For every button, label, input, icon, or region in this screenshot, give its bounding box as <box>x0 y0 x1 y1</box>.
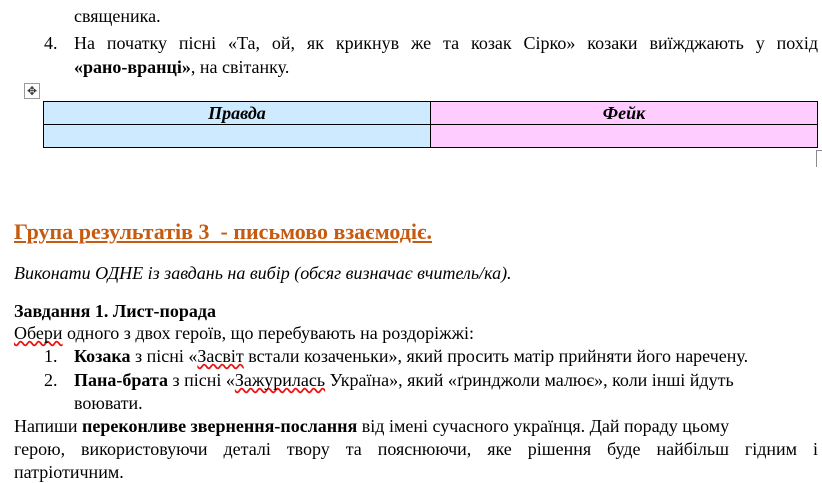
paragraph-line <box>14 415 729 437</box>
task-title: Завдання 1. Лист-порада <box>14 301 216 321</box>
table-row <box>44 125 818 148</box>
cell-pravda[interactable] <box>44 125 431 148</box>
cell-feik[interactable] <box>431 125 818 148</box>
table-move-handle-icon[interactable]: ✥ <box>24 83 40 99</box>
text: Україна», який «ґринджоли малює», коли інші йдуть <box>325 370 734 390</box>
list-item-continuation <box>74 56 289 78</box>
text: одного з двох героїв, що перебувають на роздоріжжі: <box>62 323 475 343</box>
list-item-text <box>74 345 748 367</box>
list-number: 1. <box>44 346 58 366</box>
spell-flagged-word: Обери <box>14 323 63 343</box>
table-resize-handle-icon[interactable] <box>816 150 822 167</box>
task-prompt <box>14 322 474 344</box>
paragraph-line: герою, використовуючи деталі твору та пояснюючи, яке рішення буде найбільш гідним і <box>14 439 818 459</box>
spell-flagged-word: Зажурилась <box>234 370 326 390</box>
bold-phrase: переконливе звернення-послання <box>82 416 358 436</box>
text: з пісні « <box>167 370 235 390</box>
header-feik: Фейк <box>431 102 818 125</box>
instruction-text: Виконати ОДНЕ із завдань на вибір (обсяг визначає вчитель/ка). <box>14 263 512 283</box>
bold-phrase: «рано-вранці» <box>74 57 191 77</box>
text: , на світанку. <box>190 57 290 77</box>
text: Напиши <box>14 416 83 436</box>
text: встали козаченьки», який просить матір прийняти його наречену. <box>243 346 749 366</box>
table-header-row <box>44 102 818 125</box>
list-item-text: На початку пісні «Та, ой, як крикнув же та козак Сірко» козаки виїжджають у похід <box>74 33 818 53</box>
section-heading: Група результатів 3 - письмово взаємодіє. <box>14 219 432 244</box>
list-number: 2. <box>44 370 58 390</box>
list-number: 4. <box>44 33 58 53</box>
header-pravda: Правда <box>44 102 431 125</box>
truth-fake-table <box>43 101 818 148</box>
spell-flagged-word: Засвіт <box>197 346 244 366</box>
text: з пісні « <box>130 346 198 366</box>
paragraph-line: патріотичним. <box>14 462 124 482</box>
bold-phrase: Пана-брата <box>74 370 168 390</box>
text: від імені сучасного українця. Дай пораду цьому <box>357 416 730 436</box>
list-item-text <box>74 369 734 391</box>
bold-phrase: Козака <box>74 346 131 366</box>
text-line: священика. <box>74 6 161 26</box>
list-item-continuation: воювати. <box>74 393 143 413</box>
